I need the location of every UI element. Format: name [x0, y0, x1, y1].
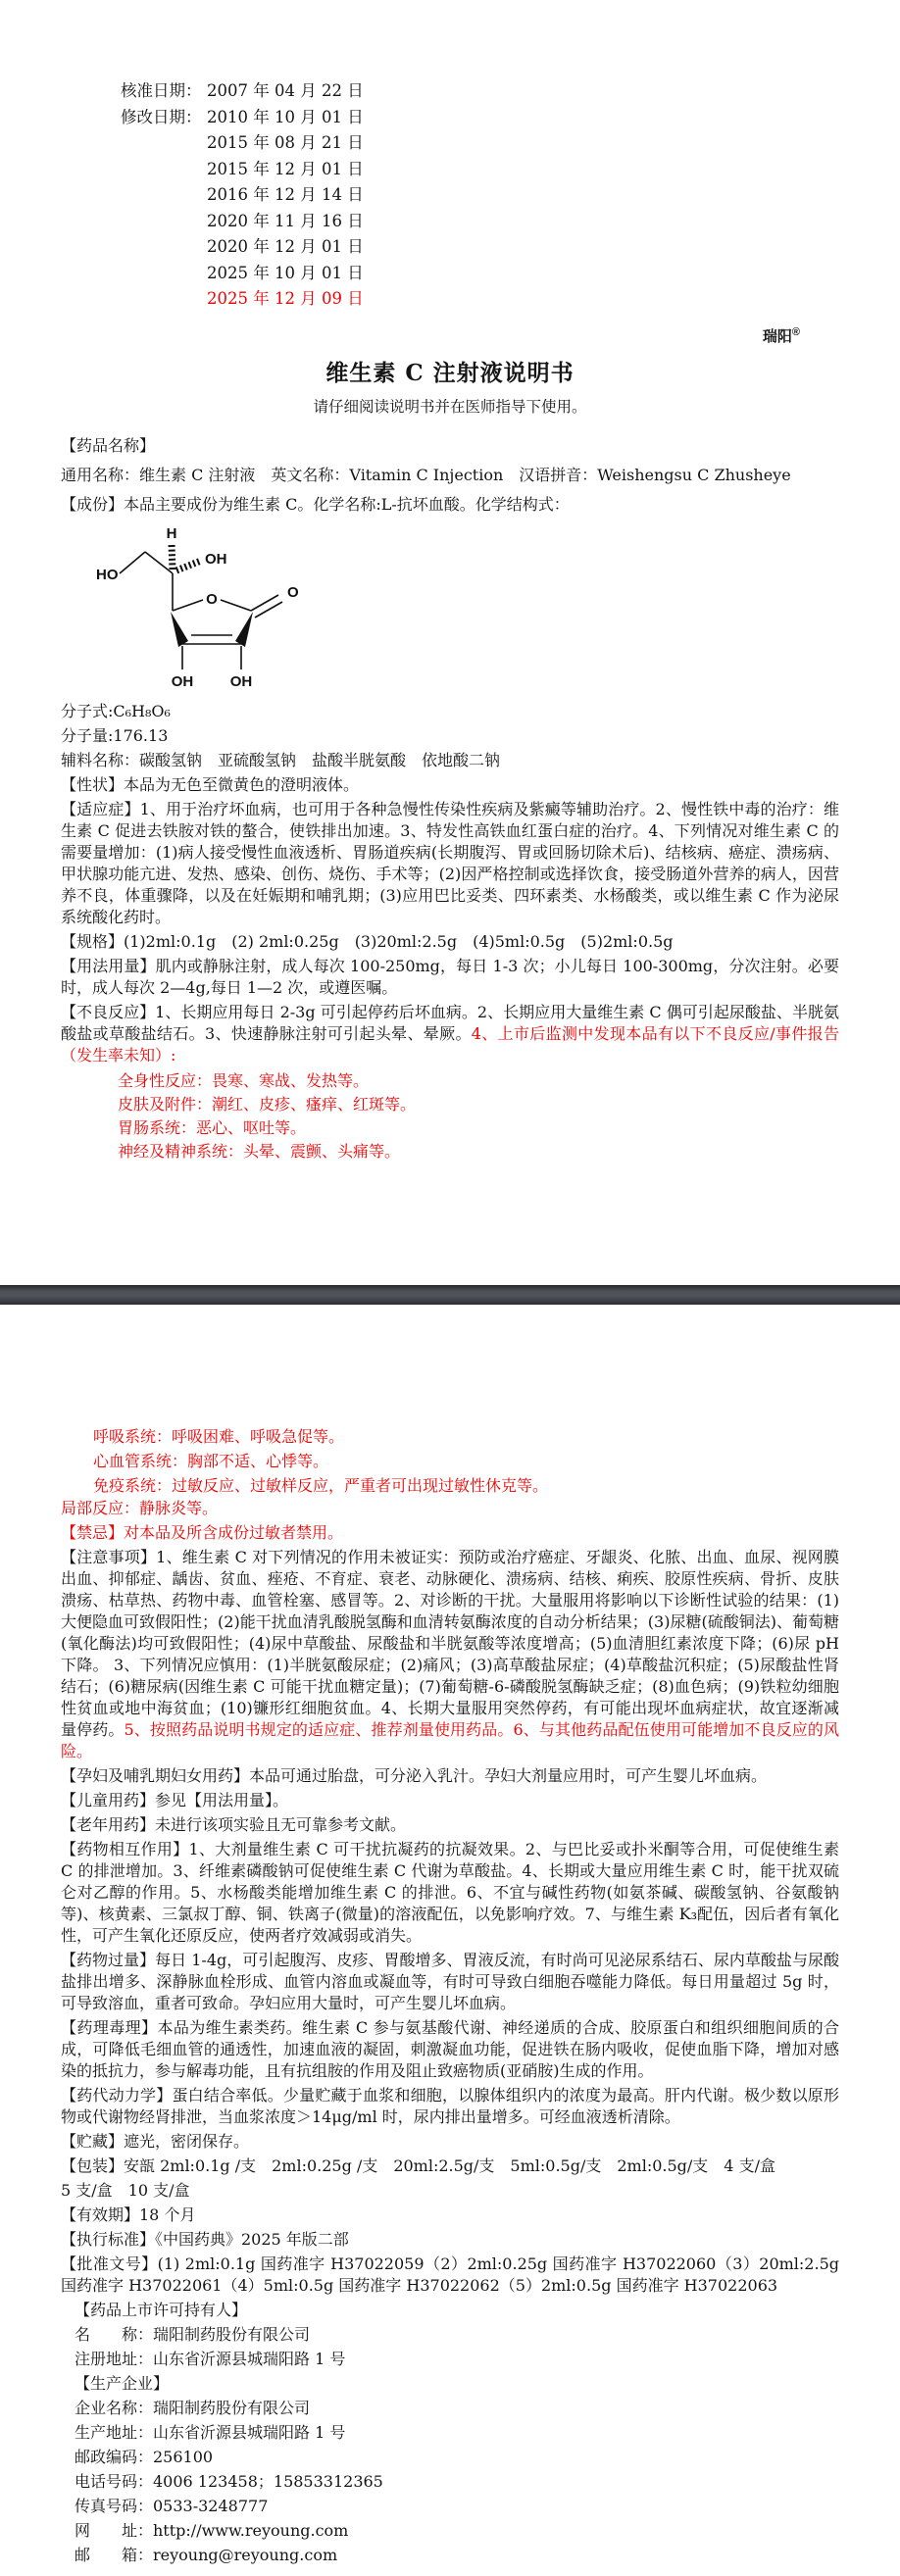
section-generic-name: 通用名称：维生素 C 注射液 英文名称：Vitamin C Injection 汉语拼音：Weishengsu C Zhusheye [61, 465, 791, 484]
revision-date-label: 修改日期： [121, 107, 202, 126]
structure-label-oh-top: OH [205, 550, 227, 568]
adverse-local-reaction: 局部反应：静脉炎等。 [61, 1498, 219, 1517]
section-pharmacology: 【药理毒理】本品为维生素类药。维生素 C 参与氨基酸代谢、神经递质的合成、胶原蛋白和组织细胞间质的合成，可降低毛细血管的通透性，加速血液的凝固，刺激凝血功能，促进铁在肠内吸收，促使血脂下降，增加对感染的抵抗力，参与解毒功能，且有抗组胺的作用及阻止致癌物质(亚硝胺)生成的作用。 [61, 2017, 839, 2080]
revision-date-row [61, 105, 839, 131]
section-pregnancy: 【孕妇及哺乳期妇女用药】本品可通过胎盘，可分泌入乳汁。孕妇大剂量应用时，可产生婴儿坏血病。 [61, 1765, 768, 1785]
adverse-item: 呼吸系统：呼吸困难、呼吸急促等。 [93, 1426, 345, 1446]
dates-block [61, 78, 839, 313]
structure-label-h: H [166, 524, 177, 542]
section-interactions: 【药物相互作用】1、大剂量维生素 C 可干扰抗凝药的抗凝效果。2、与巴比妥或扑米酮等合用，可促使维生素 C 的排泄增加。3、纤维素磷酸钠可促使维生素 C 代谢为草酸盐。4、长期或大量应用维生素 C 时，能干扰双硫仑对乙醇的作用。5、水杨酸类能增加维生素 C 的排泄。6、不宜与碱性药物(如氨茶碱、碳酸氢钠、谷氨酸钠等)、核黄素、三氯叔丁醇、铜、铁离子(微量)的溶液配伍，以免影响疗效。7、与维生素 K₃配伍，因后者有氧化性，可产生氧化还原反应，使两者疗效减弱或消失。 [61, 1839, 839, 1945]
page-break-separator [0, 1285, 900, 1305]
section-description: 【性状】本品为无色至微黄色的澄明液体。 [61, 774, 360, 794]
structure-label-ring-o: O [206, 590, 218, 608]
page-title: 维生素 C 注射液说明书 [325, 359, 575, 386]
registered-trademark-mark: ® [791, 325, 800, 338]
section-packaging: 【包装】安瓿 2ml:0.1g /支 2ml:0.25g /支 20ml:2.5g/支 5ml:0.5g/支 2ml:0.5g/支 4 支/盒 [61, 2155, 775, 2175]
adverse-reactions-text: 【不良反应】1、长期应用每日 2-3g 可引起停药后坏血病。2、长期应用大量维生素 C 偶可引起尿酸盐、半胱氨酸盐或草酸盐结石。3、快速静脉注射可引起头晕、晕厥。 [61, 1002, 839, 1043]
revision-date-row: 2015 年 12 月 01 日 [207, 159, 364, 178]
manufacturer-name: 企业名称：瑞阳制药股份有限公司 [75, 2398, 311, 2417]
adverse-reactions-postmarket-note: 4、上市后监测中发现本品有以下不良反应/事件报告（发生率未知）: [61, 1023, 839, 1065]
section-drug-name-header: 【药品名称】 [61, 435, 156, 455]
adverse-item: 心血管系统：胸部不适、心悸等。 [93, 1451, 329, 1470]
manufacturer-header: 【生产企业】 [75, 2373, 170, 2393]
revision-date-row: 2025 年 10 月 01 日 [207, 263, 364, 282]
section-adverse-reactions [61, 1002, 839, 1066]
revision-date-row: 2015 年 08 月 21 日 [207, 133, 364, 152]
precautions-text: 【注意事项】1、维生素 C 对下列情况的作用未被证实：预防或治疗癌症、牙龈炎、化脓、出血、血尿、视网膜出血、抑郁症、龋齿、贫血、痤疮、不育症、衰老、动脉硬化、溃疡病、结核、痢疾、胶原性疾病、骨折、皮肤溃疡、枯草热、药物中毒、血管栓塞、感冒等。2、对诊断的干扰。大量服用将影响以下诊断性试验的结果：(1)大便隐血可致假阳性；(2)能干扰血清乳酸脱氢酶和血清转氨酶浓度的自动分析结果；(3)尿糖(硫酸铜法)、葡萄糖(氧化酶法)均可致假阳性；(4)尿中草酸盐、尿酸盐和半胱氨酸等浓度增高；(5)血清胆红素浓度下降；(6)尿 pH 下降。 3、下列情况应慎用：(1)半胱氨酸尿症；(2)痛风；(3)高草酸盐尿症；(4)草酸盐沉积症；(5)尿酸盐性肾结石；(6)糖尿病(因维生素 C 可能干扰血糖定量)；(7)葡萄糖-6-磷酸脱氢酶缺乏症；(8)血色病；(9)铁粒幼细胞性贫血或地中海贫血；(10)镰形红细胞贫血。4、长期大量服用突然停药，有可能出现坏血病症状，故宜逐渐减量停药。 [61, 1547, 839, 1739]
precautions-red-note: 5、按照药品说明书规定的适应症、推荐剂量使用药品。6、与其他药品配伍使用可能增加不良反应的风险。 [61, 1719, 839, 1760]
approval-date-label: 核准日期： [121, 81, 202, 100]
approval-date-row [61, 78, 839, 105]
structure-label-carbonyl-o: O [287, 583, 299, 601]
fax-number: 传真号码：0533-3248777 [75, 2496, 269, 2515]
section-molecular-weight: 分子量:176.13 [61, 725, 169, 745]
section-storage: 【贮藏】遮光，密闭保存。 [61, 2131, 250, 2151]
section-standard: 【执行标准】《中国药典》2025 年版二部 [61, 2229, 349, 2249]
section-packaging-continued: 5 支/盒 10 支/盒 [61, 2180, 190, 2200]
holder-name: 名 称：瑞阳制药股份有限公司 [75, 2324, 311, 2344]
phone-number: 电话号码：4006 123458；15853312365 [75, 2471, 383, 2491]
email-address: 邮 箱：reyoung@reyoung.com [75, 2545, 338, 2564]
revision-date-row: 2020 年 11 月 16 日 [207, 211, 364, 230]
revision-date-row: 2016 年 12 月 14 日 [207, 185, 364, 204]
holder-header: 【药品上市许可持有人】 [75, 2300, 248, 2319]
section-precautions [61, 1547, 839, 1762]
section-molecular-formula: 分子式:C₆H₈O₆ [61, 701, 171, 720]
section-composition: 【成份】本品主要成份为维生素 C。化学名称:L-抗坏血酸。化学结构式： [61, 494, 570, 514]
approval-date-value: 2007 年 04 月 22 日 [207, 81, 364, 100]
brand-name: 瑞阳 [762, 327, 792, 345]
section-elderly: 【老年用药】未进行该项实验且无可靠参考文献。 [61, 1814, 407, 1834]
revision-date-value: 2010 年 10 月 01 日 [207, 107, 364, 126]
brand-logo [61, 322, 839, 347]
postal-code: 邮政编码：256100 [75, 2447, 214, 2466]
section-pharmacokinetics: 【药代动力学】蛋白结合率低。少量贮藏于血浆和细胞，以腺体组织内的浓度为最高。肝内代谢。极少数以原形物或代谢物经肾排泄，当血浆浓度＞14μg/ml 时，尿内排出量增多。可经血液透析清除。 [61, 2085, 839, 2126]
structure-label-oh-right: OH [229, 672, 253, 690]
adverse-item: 免疫系统：过敏反应、过敏样反应，严重者可出现过敏性休克等。 [93, 1475, 549, 1495]
revision-date-row-latest: 2025 年 12 月 09 日 [207, 289, 364, 308]
section-dosage: 【用法用量】肌内或静脉注射，成人每次 100-250mg，每日 1-3 次；小儿每日 100-300mg，分次注射。必要时，成人每次 2—4g,每日 1—2 次，或遵医嘱。 [61, 956, 839, 997]
website-url: 网 址：http://www.reyoung.com [75, 2520, 349, 2540]
section-children: 【儿童用药】参见【用法用量】。 [61, 1790, 289, 1809]
adverse-item: 胃肠系统：恶心、呕吐等。 [118, 1117, 307, 1137]
section-validity: 【有效期】18 个月 [61, 2204, 196, 2224]
section-contraindication: 【禁忌】对本品及所含成份过敏者禁用。 [61, 1522, 344, 1542]
section-excipients: 辅料名称：碳酸氢钠 亚硫酸氢钠 盐酸半胱氨酸 依地酸二钠 [61, 750, 501, 769]
section-indications: 【适应症】1、用于治疗坏血病，也可用于各种急慢性传染性疾病及紫癜等辅助治疗。2、慢性铁中毒的治疗：维生素 C 促进去铁胺对铁的螯合，使铁排出加速。3、特发性高铁血红蛋白症的治疗。4、下列情况对维生素 C 的需要量增加：(1)病人接受慢性血液透析、胃肠道疾病(长期腹泻、胃或回肠切除术后)、结核病、癌症、溃疡病、甲状腺功能亢进、发热、感染、创伤、烧伤、手术等；(2)因严格控制或选择饮食，接受肠道外营养的病人，因营养不良，体重骤降，以及在妊娠期和哺乳期；(3)应用巴比妥类、四环素类、水杨酸类，或以维生素 C 作为泌尿系统酸化药时。 [61, 799, 839, 926]
chemical-structure [86, 524, 839, 693]
subtitle: 请仔细阅读说明书并在医师指导下使用。 [313, 397, 587, 416]
holder-address: 注册地址：山东省沂源县城瑞阳路 1 号 [75, 2349, 346, 2368]
license-holder-block [61, 2300, 839, 2566]
section-approval-numbers: 【批准文号】(1) 2ml:0.1g 国药准字 H37022059（2）2ml:0.25g 国药准字 H37022060（3）20ml:2.5g 国药准字 H37022061（4）5ml:0.5g 国药准字 H37022062（5）2ml:0.5g 国药准字 H37022063 [61, 2254, 839, 2295]
structure-label-ho: HO [96, 566, 119, 583]
structure-label-oh-left: OH [171, 672, 194, 690]
adverse-item: 皮肤及附件：潮红、皮疹、瘙痒、红斑等。 [118, 1094, 417, 1114]
section-specification: 【规格】(1)2ml:0.1g (2) 2ml:0.25g (3)20ml:2.5g (4)5ml:0.5g (5)2ml:0.5g [61, 931, 674, 951]
adverse-item: 全身性反应：畏寒、寒战、发热等。 [118, 1070, 370, 1090]
adverse-item: 神经及精神系统：头晕、震颤、头痛等。 [118, 1141, 401, 1161]
manufacturer-address: 生产地址：山东省沂源县城瑞阳路 1 号 [75, 2422, 346, 2442]
revision-date-row: 2020 年 12 月 01 日 [207, 237, 364, 256]
section-overdose: 【药物过量】每日 1-4g，可引起腹泻、皮疹、胃酸增多、胃液反流，有时尚可见泌尿系结石、尿内草酸盐与尿酸盐排出增多、深静脉血栓形成、血管内溶血或凝血等，有时可导致白细胞吞噬能力降低。每日用量超过 5g 时，可导致溶血，重者可致命。孕妇应用大量时，可产生婴儿坏血病。 [61, 1950, 839, 2012]
